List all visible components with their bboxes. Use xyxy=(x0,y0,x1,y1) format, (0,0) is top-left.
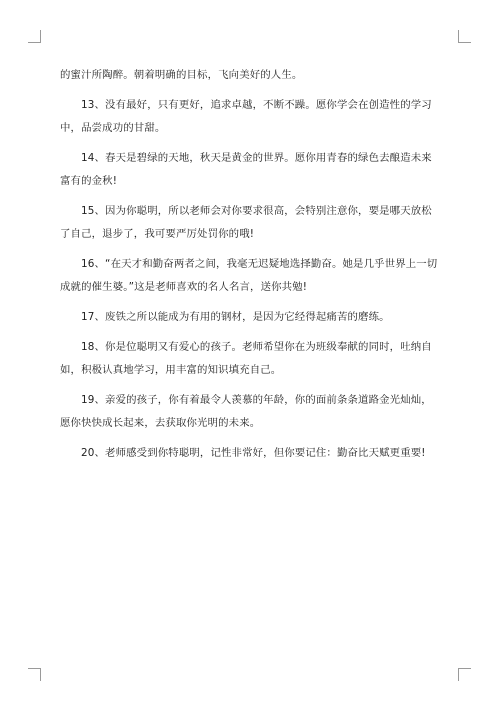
paragraph-continued: 的蜜汁所陶醉。朝着明确的目标，飞向美好的人生。 xyxy=(60,69,303,81)
paragraph-19: 19、亲爱的孩子，你有着最令人羡慕的年龄，你的面前条条道路金光灿灿，愿你快快成长起来，去获取你光明的未来。 xyxy=(60,394,432,429)
crop-mark-top-left xyxy=(28,30,41,43)
paragraph-17: 17、废铁之所以能成为有用的钢材，是因为它经得起痛苦的磨练。 xyxy=(81,311,390,323)
paragraph-13: 13、没有最好，只有更好，追求卓越，不断不躁。愿你学会在创造性的学习中，品尝成功的甘甜。 xyxy=(60,99,432,134)
crop-mark-bottom-left xyxy=(28,668,41,681)
paragraph-16: 16、“在天才和勤奋两者之间，我毫无迟疑地选择勤奋。她是几乎世界上一切成就的催生婆。”这是老师喜欢的名人名言，送你共勉! xyxy=(60,258,438,293)
paragraph-18: 18、你是位聪明又有爱心的孩子。老师希望你在为班级奉献的同时，吐纳自如，积极认真地学习，用丰富的知识填充自己。 xyxy=(60,341,432,376)
crop-mark-bottom-right xyxy=(458,668,471,681)
paragraph-20: 20、老师感受到你特聪明，记性非常好，但你要记住：勤奋比天赋更重要! xyxy=(81,447,426,459)
paragraph-14: 14、春天是碧绿的天地，秋天是黄金的世界。愿你用青春的绿色去酿造未来富有的金秋! xyxy=(60,152,432,187)
document-body xyxy=(60,64,440,472)
crop-mark-top-right xyxy=(458,30,471,43)
paragraph-15: 15、因为你聪明，所以老师会对你要求很高，会特别注意你，要是哪天放松了自己，退步了，我可要严厉处罚你的哦! xyxy=(60,205,432,240)
